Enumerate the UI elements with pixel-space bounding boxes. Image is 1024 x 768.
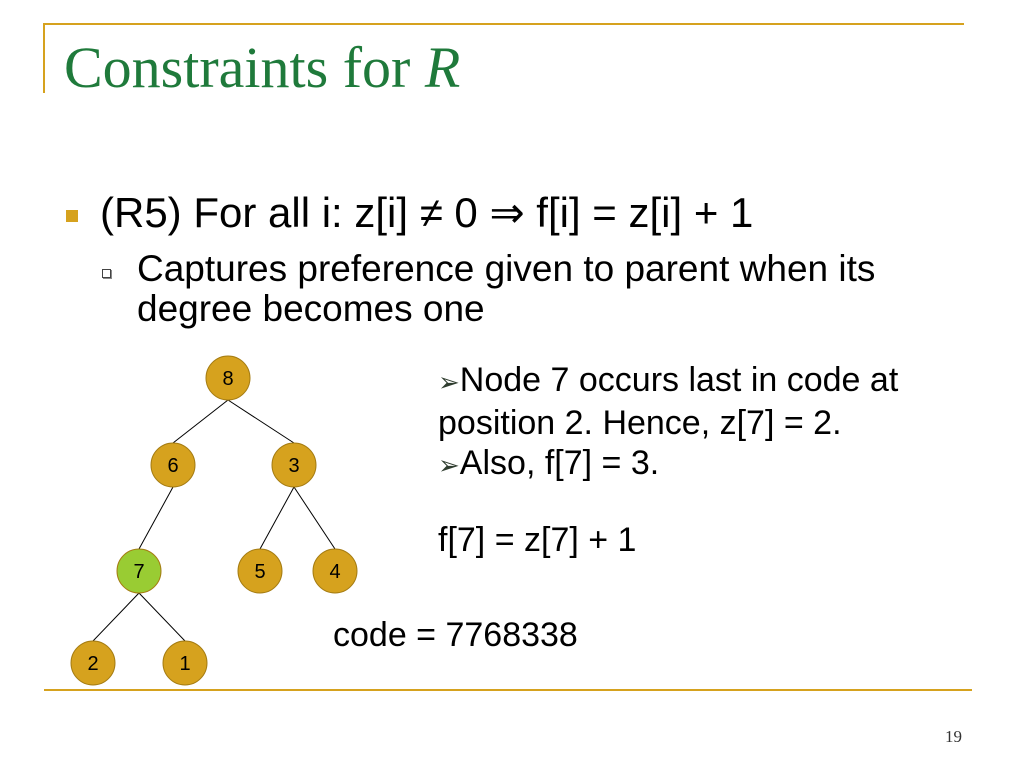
tree-node-1	[163, 641, 207, 685]
tree-node-label: 6	[167, 455, 179, 477]
page-number: 19	[945, 727, 962, 746]
note-item	[438, 360, 958, 443]
bullet-square-icon	[66, 210, 78, 222]
note-item	[438, 443, 958, 486]
arrow-bullet-icon: ➢	[438, 368, 460, 398]
tree-edge-7-1	[139, 593, 185, 641]
sub-bullet-text: Captures preference given to parent when its degree becomes one	[137, 248, 876, 329]
slide-title-symbol: R	[424, 35, 461, 100]
sub-bullet-box-icon	[102, 269, 111, 278]
tree-edge-3-4	[294, 487, 335, 549]
slide-title-text: Constraints for	[64, 35, 425, 100]
code-text: code = 7768338	[333, 616, 578, 654]
tree-edge-3-5	[260, 487, 294, 549]
bottom-border-rule	[44, 689, 972, 691]
tree-edge-7-2	[93, 593, 139, 641]
tree-node-8	[206, 356, 250, 400]
tree-node-6	[151, 443, 195, 487]
tree-node-7	[117, 549, 161, 593]
tree-node-label: 1	[179, 653, 191, 675]
tree-node-label: 3	[288, 455, 300, 477]
tree-edge-8-3	[228, 400, 294, 443]
notes-block	[438, 360, 958, 486]
tree-node-label: 8	[222, 368, 234, 390]
tree-node-label: 4	[329, 561, 341, 583]
tree-node-label: 5	[254, 561, 266, 583]
tree-diagram	[60, 340, 380, 688]
equation-text: f[7] = z[7] + 1	[438, 521, 637, 559]
note-text: Also, f[7] = 3.	[459, 444, 660, 482]
tree-node-4	[313, 549, 357, 593]
tree-edge-6-7	[139, 487, 173, 549]
tree-node-5	[238, 549, 282, 593]
left-border-rule	[43, 23, 45, 93]
note-text: Node 7 occurs last in code at position 2. Hence, z[7] = 2.	[438, 361, 899, 442]
tree-edge-8-6	[173, 400, 228, 443]
tree-node-2	[71, 641, 115, 685]
arrow-bullet-icon: ➢	[438, 451, 460, 481]
slide-title	[64, 36, 460, 100]
bullet-r5: (R5) For all i: z[i] ≠ 0 ⇒ f[i] = z[i] + 1	[100, 189, 754, 236]
tree-node-3	[272, 443, 316, 487]
tree-node-label: 2	[87, 653, 99, 675]
tree-node-label: 7	[133, 561, 145, 583]
top-border-rule	[44, 23, 964, 25]
